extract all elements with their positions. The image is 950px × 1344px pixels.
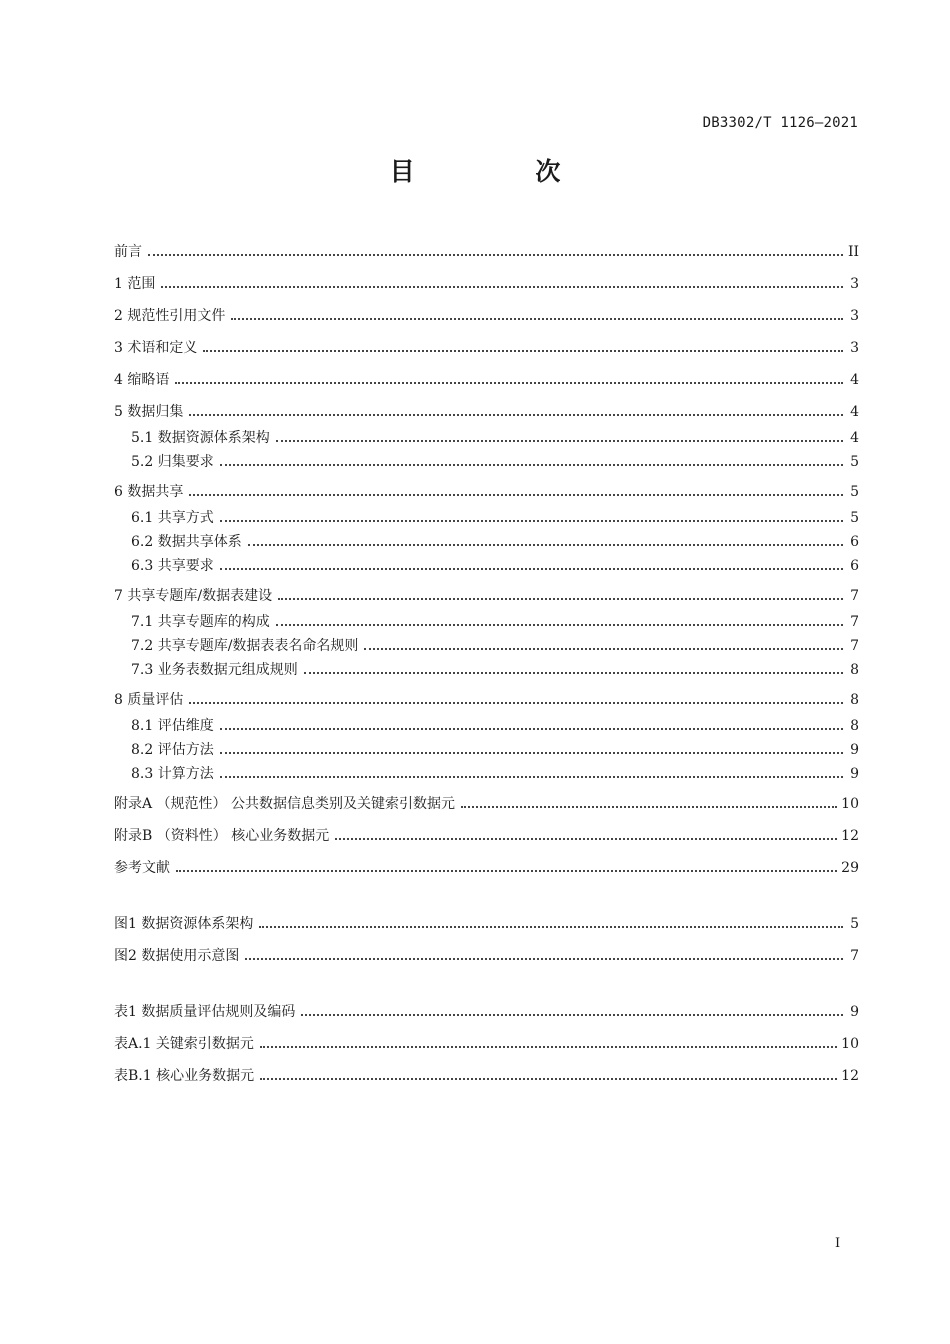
toc-entry-page: 5 <box>850 484 859 500</box>
dot-leader <box>189 482 843 496</box>
dot-leader <box>220 556 843 570</box>
toc-entry-page: 9 <box>850 742 859 758</box>
page-number: I <box>835 1236 841 1251</box>
toc-entry[interactable] <box>131 764 859 783</box>
toc-entry-label: 7.3 业务表数据元组成规则 <box>131 662 298 678</box>
toc-entry-label: 5.1 数据资源体系架构 <box>131 430 270 446</box>
toc-entry-page: 9 <box>850 766 859 782</box>
toc-entry-label: 附录A （规范性） 公共数据信息类别及关键索引数据元 <box>114 796 456 812</box>
toc-entry-label: 2 规范性引用文件 <box>114 308 226 324</box>
toc-entry-label: 图1 数据资源体系架构 <box>114 916 254 932</box>
dot-leader <box>260 1034 837 1048</box>
toc-entry-page: 7 <box>850 638 859 654</box>
toc-entry[interactable] <box>114 690 859 709</box>
toc-entry-page: 12 <box>841 828 859 844</box>
toc-entry-label: 7.2 共享专题库/数据表表名命名规则 <box>131 638 359 654</box>
toc-entry-label: 附录B （资料性） 核心业务数据元 <box>114 828 330 844</box>
dot-leader <box>276 612 843 626</box>
toc-entry-label: 8.1 评估维度 <box>131 718 214 734</box>
toc-entry-page: 3 <box>850 340 859 356</box>
toc-entry[interactable] <box>114 1034 859 1053</box>
toc-entry-page: 4 <box>850 430 859 446</box>
toc-entry-label: 7.1 共享专题库的构成 <box>131 614 270 630</box>
dot-leader <box>220 764 843 778</box>
dot-leader <box>461 794 837 808</box>
toc-entry-page: 9 <box>850 1004 859 1020</box>
toc-entry-page: II <box>847 244 859 260</box>
toc-entry[interactable] <box>114 402 859 421</box>
dot-leader <box>203 338 843 352</box>
dot-leader <box>335 826 837 840</box>
dot-leader <box>260 1066 837 1080</box>
toc-entry-label: 5 数据归集 <box>114 404 184 420</box>
toc-entry-page: 10 <box>841 1036 859 1052</box>
toc-entry[interactable] <box>131 452 859 471</box>
dot-leader <box>189 690 843 704</box>
toc-entry-page: 4 <box>850 404 859 420</box>
dot-leader <box>259 914 843 928</box>
toc-entry-page: 29 <box>841 860 859 876</box>
dot-leader <box>161 274 843 288</box>
dot-leader <box>220 452 843 466</box>
toc-entry-label: 8.2 评估方法 <box>131 742 214 758</box>
toc-entry[interactable] <box>114 1066 859 1085</box>
toc-entry-label: 4 缩略语 <box>114 372 170 388</box>
toc-entry-label: 6.3 共享要求 <box>131 558 214 574</box>
toc-entry[interactable] <box>131 612 859 631</box>
toc-entry-label: 表B.1 核心业务数据元 <box>114 1068 255 1084</box>
toc-entry-label: 5.2 归集要求 <box>131 454 214 470</box>
toc-entry-label: 参考文献 <box>114 860 170 876</box>
toc-entry[interactable] <box>114 338 859 357</box>
toc-entry-page: 3 <box>850 276 859 292</box>
toc-entry[interactable] <box>131 532 859 551</box>
toc-entry-page: 4 <box>850 372 859 388</box>
dot-leader <box>245 946 843 960</box>
toc-entry-page: 6 <box>850 558 859 574</box>
toc-entry[interactable] <box>131 740 859 759</box>
toc-entry[interactable] <box>114 946 859 965</box>
dot-leader <box>231 306 843 320</box>
toc-entry[interactable] <box>114 826 859 845</box>
toc-entry[interactable] <box>114 586 859 605</box>
toc-entry-page: 7 <box>850 614 859 630</box>
toc-entry[interactable] <box>114 306 859 325</box>
toc-entry-page: 7 <box>850 948 859 964</box>
toc-entry[interactable] <box>114 1002 859 1021</box>
document-code: DB3302/T 1126—2021 <box>702 115 858 131</box>
page-title: 目 次 <box>389 157 617 186</box>
dot-leader <box>220 740 843 754</box>
dot-leader <box>276 428 843 442</box>
toc-entry-label: 表A.1 关键索引数据元 <box>114 1036 254 1052</box>
toc-entry-label: 6 数据共享 <box>114 484 184 500</box>
toc-entry-page: 10 <box>841 796 859 812</box>
toc-entry[interactable] <box>114 370 859 389</box>
toc-entry[interactable] <box>131 508 859 527</box>
toc-entry-label: 6.2 数据共享体系 <box>131 534 242 550</box>
toc-entry-label: 图2 数据使用示意图 <box>114 948 240 964</box>
toc-entry[interactable] <box>114 914 859 933</box>
toc-entry[interactable] <box>131 660 859 679</box>
toc-entry-page: 3 <box>850 308 859 324</box>
toc-entry-page: 5 <box>850 454 859 470</box>
toc-entry-label: 6.1 共享方式 <box>131 510 214 526</box>
toc-entry-label: 表1 数据质量评估规则及编码 <box>114 1004 296 1020</box>
toc-entry-page: 8 <box>850 692 859 708</box>
toc-entry-label: 7 共享专题库/数据表建设 <box>114 588 273 604</box>
toc-entry[interactable] <box>114 482 859 501</box>
toc-entry-page: 5 <box>850 916 859 932</box>
dot-leader <box>301 1002 843 1016</box>
toc-entry-label: 前言 <box>114 244 142 260</box>
toc-entry-page: 7 <box>850 588 859 604</box>
toc-entry[interactable] <box>131 428 859 447</box>
dot-leader <box>248 532 843 546</box>
toc-entry[interactable] <box>131 556 859 575</box>
toc-entry-label: 8 质量评估 <box>114 692 184 708</box>
toc-entry-label: 8.3 计算方法 <box>131 766 214 782</box>
toc-entry-page: 6 <box>850 534 859 550</box>
toc-entry[interactable] <box>114 242 859 261</box>
toc-entry-label: 1 范围 <box>114 276 156 292</box>
dot-leader <box>176 858 837 872</box>
dot-leader <box>278 586 843 600</box>
dot-leader <box>364 636 843 650</box>
dot-leader <box>220 508 843 522</box>
toc-entry[interactable] <box>114 794 859 813</box>
toc-entry-label: 3 术语和定义 <box>114 340 198 356</box>
toc-entry-page: 8 <box>850 662 859 678</box>
toc-entry-page: 8 <box>850 718 859 734</box>
dot-leader <box>189 402 843 416</box>
toc-entry-page: 12 <box>841 1068 859 1084</box>
dot-leader <box>304 660 843 674</box>
toc-entry[interactable] <box>131 636 859 655</box>
toc-entry-page: 5 <box>850 510 859 526</box>
dot-leader <box>175 370 843 384</box>
toc-entry[interactable] <box>114 858 859 877</box>
dot-leader <box>148 242 843 256</box>
toc-entry[interactable] <box>131 716 859 735</box>
toc-entry[interactable] <box>114 274 859 293</box>
dot-leader <box>220 716 843 730</box>
